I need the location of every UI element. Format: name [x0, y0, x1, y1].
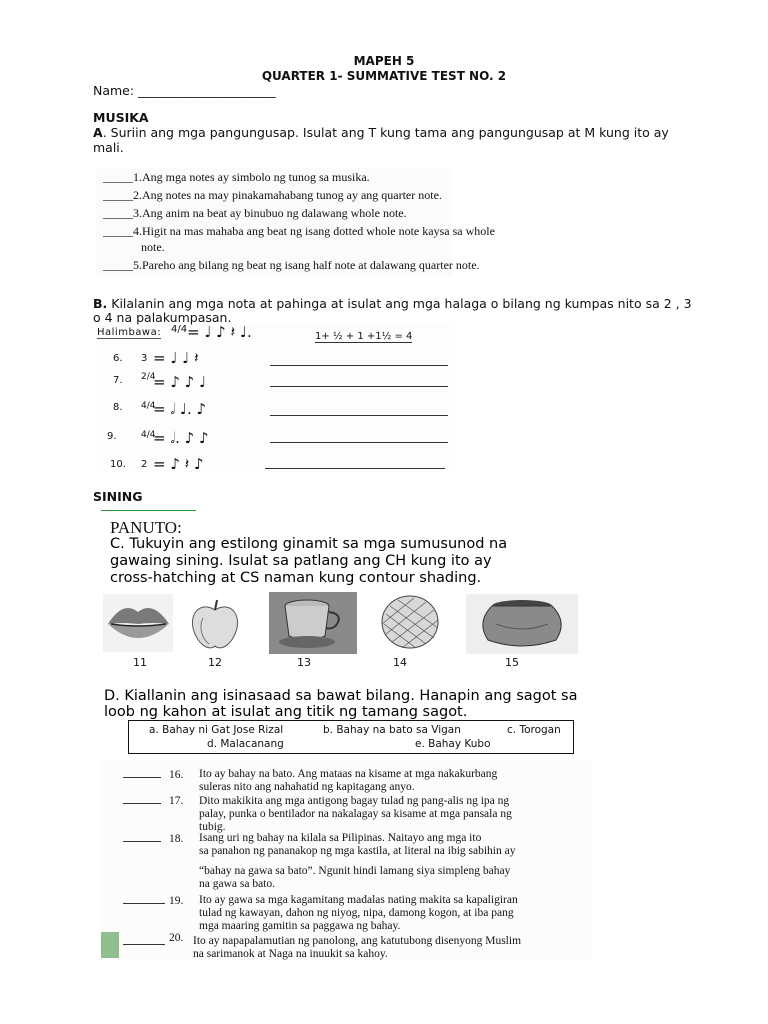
row-meter: 3: [141, 353, 148, 364]
question-number: 20.: [169, 932, 184, 944]
list-item: _____5.Pareho ang bilang ng beat ng isang half note at dalawang quarter note.: [103, 258, 480, 272]
row-number: 8.: [113, 402, 123, 413]
musika-heading: MUSIKA: [93, 110, 149, 125]
part-a-items: [96, 168, 495, 276]
row-meter: 2/4: [141, 372, 156, 382]
row-notes: = 𝅗𝅥. ♪ ♪: [153, 429, 209, 447]
image-number: 15: [505, 656, 519, 669]
example-label: Halimbawa:: [97, 327, 162, 338]
choice-c: c. Torogan: [507, 724, 561, 736]
part-d-questions: [101, 760, 591, 960]
notes-table: [95, 325, 455, 473]
row-number: 9.: [107, 431, 117, 442]
list-item: _____2.Ang notes na may pinakamahabang tunog ay ang quarter note.: [103, 188, 442, 202]
part-b-label: B.: [93, 296, 108, 311]
question-text: Ito ay gawa sa mga kagamitang madalas nating makita sa kapaligiran: [199, 894, 518, 906]
question-text: Ito ay bahay na bato. Ang mataas na kisame at mga nakakurbang: [199, 768, 498, 780]
question-text: sa panahon ng pananakop ng mga kastila, at literal na ibig sabihin ay: [199, 845, 516, 857]
answer-line[interactable]: [270, 386, 448, 387]
answer-line[interactable]: [123, 803, 161, 804]
question-number: 19.: [169, 895, 184, 907]
choice-e: e. Bahay Kubo: [415, 738, 491, 750]
row-meter: 4/4: [141, 430, 156, 440]
question-text: mga maaring gamitin sa paggawa ng bahay.: [199, 920, 401, 932]
row-meter: 2: [141, 459, 148, 470]
question-text: tulad ng kawayan, dahon ng niyog, nipa, damong kogon, at iba pang: [199, 907, 514, 919]
part-a-text: . Suriin ang mga pangungusap. Isulat ang T kung tama ang pangungusap at M kung ito ay: [102, 125, 669, 140]
image-row: [101, 592, 591, 674]
image-number: 13: [297, 656, 311, 669]
question-number: 16.: [169, 769, 184, 781]
page-subtitle: QUARTER 1- SUMMATIVE TEST NO. 2: [261, 69, 507, 83]
part-c-box: [101, 516, 591, 592]
part-c-line-3: cross-hatching at CS naman kung contour shading.: [110, 570, 482, 586]
list-item: _____4.Higit na mas mahaba ang beat ng isang dotted whole note kaysa sa whole: [103, 224, 495, 238]
question-text: Ito ay napapalamutian ng panolong, ang katutubong disenyong Muslim: [193, 935, 522, 947]
example-meter: 4/4: [171, 324, 188, 335]
answer-line[interactable]: [123, 841, 161, 842]
answer-line[interactable]: [270, 442, 448, 443]
row-number: 6.: [113, 353, 123, 364]
image-number: 14: [393, 656, 407, 669]
question-text: na gawa sa bato.: [199, 878, 275, 890]
row-notes: = ♪ 𝄽 ♪: [153, 455, 204, 473]
part-c-line-2: gawaing sining. Isulat sa patlang ang CH kung ito ay: [110, 553, 492, 569]
question-text: Isang uri ng bahay na kilala sa Pilipinas. Naitayo ang mga ito: [199, 832, 482, 844]
image-number: 12: [208, 656, 222, 669]
example-answer: 1+ ½ + 1 +1½ = 4: [315, 331, 413, 342]
answer-line[interactable]: [123, 903, 165, 904]
choice-a: a. Bahay ni Gat Jose Rizal: [149, 724, 284, 736]
answer-line[interactable]: [265, 468, 445, 469]
part-a-text-2: mali.: [93, 140, 124, 155]
answer-line[interactable]: [123, 777, 161, 778]
row-notes: = ♪ ♪ ♩: [153, 373, 207, 391]
list-item-continuation: note.: [141, 240, 165, 254]
part-d-line-1: D. Kiallanin ang isinasaad sa bawat bilang. Hanapin ang sagot sa: [104, 688, 578, 704]
part-c-line-1: C. Tukuyin ang estilong ginamit sa mga sumusunod na: [110, 536, 508, 552]
list-item: _____1.Ang mga notes ay simbolo ng tunog sa musika.: [103, 170, 370, 184]
answer-line[interactable]: [270, 415, 448, 416]
part-a-label: A: [93, 125, 103, 140]
apple-drawing: [189, 596, 241, 652]
name-field[interactable]: Name: ______________________: [93, 83, 276, 98]
question-text: suleras nito ang nahahatid ng kapitagang anyo.: [199, 781, 415, 793]
row-notes: = 𝅗𝅥 ♩. ♪: [153, 400, 207, 418]
choices-box: [128, 720, 574, 754]
question-text: “bahay na gawa sa bato”. Ngunit hindi lamang siya simpleng bahay: [199, 865, 511, 877]
answer-line[interactable]: [270, 365, 448, 366]
question-number: 18.: [169, 833, 184, 845]
choice-b: b. Bahay na bato sa Vigan: [323, 724, 461, 736]
egg-drawing: [376, 594, 446, 652]
example-notes: = ♩ ♪ 𝄽 ♩.: [187, 323, 252, 341]
question-text: na sarimanok at Naga na inuukit sa kahoy.: [193, 948, 388, 960]
part-a-instruction: [93, 125, 669, 140]
row-meter: 4/4: [141, 401, 156, 411]
part-b-text-2: o 4 na palakumpasan.: [93, 310, 232, 325]
sining-heading: SINING: [93, 489, 143, 504]
image-number: 11: [133, 656, 147, 669]
question-number: 17.: [169, 795, 184, 807]
part-d-line-2: loob ng kahon at isulat ang titik ng tamang sagot.: [104, 704, 468, 720]
choice-d: d. Malacanang: [207, 738, 284, 750]
part-b-instruction: [93, 296, 692, 311]
question-text: Dito makikita ang mga antigong bagay tulad ng pang-alis ng ipa ng: [199, 795, 510, 807]
list-item: _____3.Ang anim na beat ay binubuo ng dalawang whole note.: [103, 206, 407, 220]
panuto-label: PANUTO:: [110, 518, 182, 537]
row-number: 7.: [113, 375, 123, 386]
page-title: MAPEH 5: [353, 54, 415, 68]
answer-line[interactable]: [123, 944, 165, 945]
part-b-text: Kilalanin ang mga nota at pahinga at isulat ang mga halaga o bilang ng kumpas nito sa 2 , 3: [107, 296, 692, 311]
row-notes: = ♩ ♩ 𝄽: [153, 349, 199, 367]
pot-drawing: [466, 594, 578, 654]
green-divider: [101, 510, 196, 511]
cup-drawing: [269, 592, 357, 654]
question-text: tubig.: [199, 821, 226, 833]
row-number: 10.: [110, 459, 126, 470]
green-mark: [101, 932, 119, 958]
question-text: palay, punka o bentilador na nakalagay sa kisame at mga pansala ng: [199, 808, 512, 820]
lips-drawing: [103, 594, 173, 652]
